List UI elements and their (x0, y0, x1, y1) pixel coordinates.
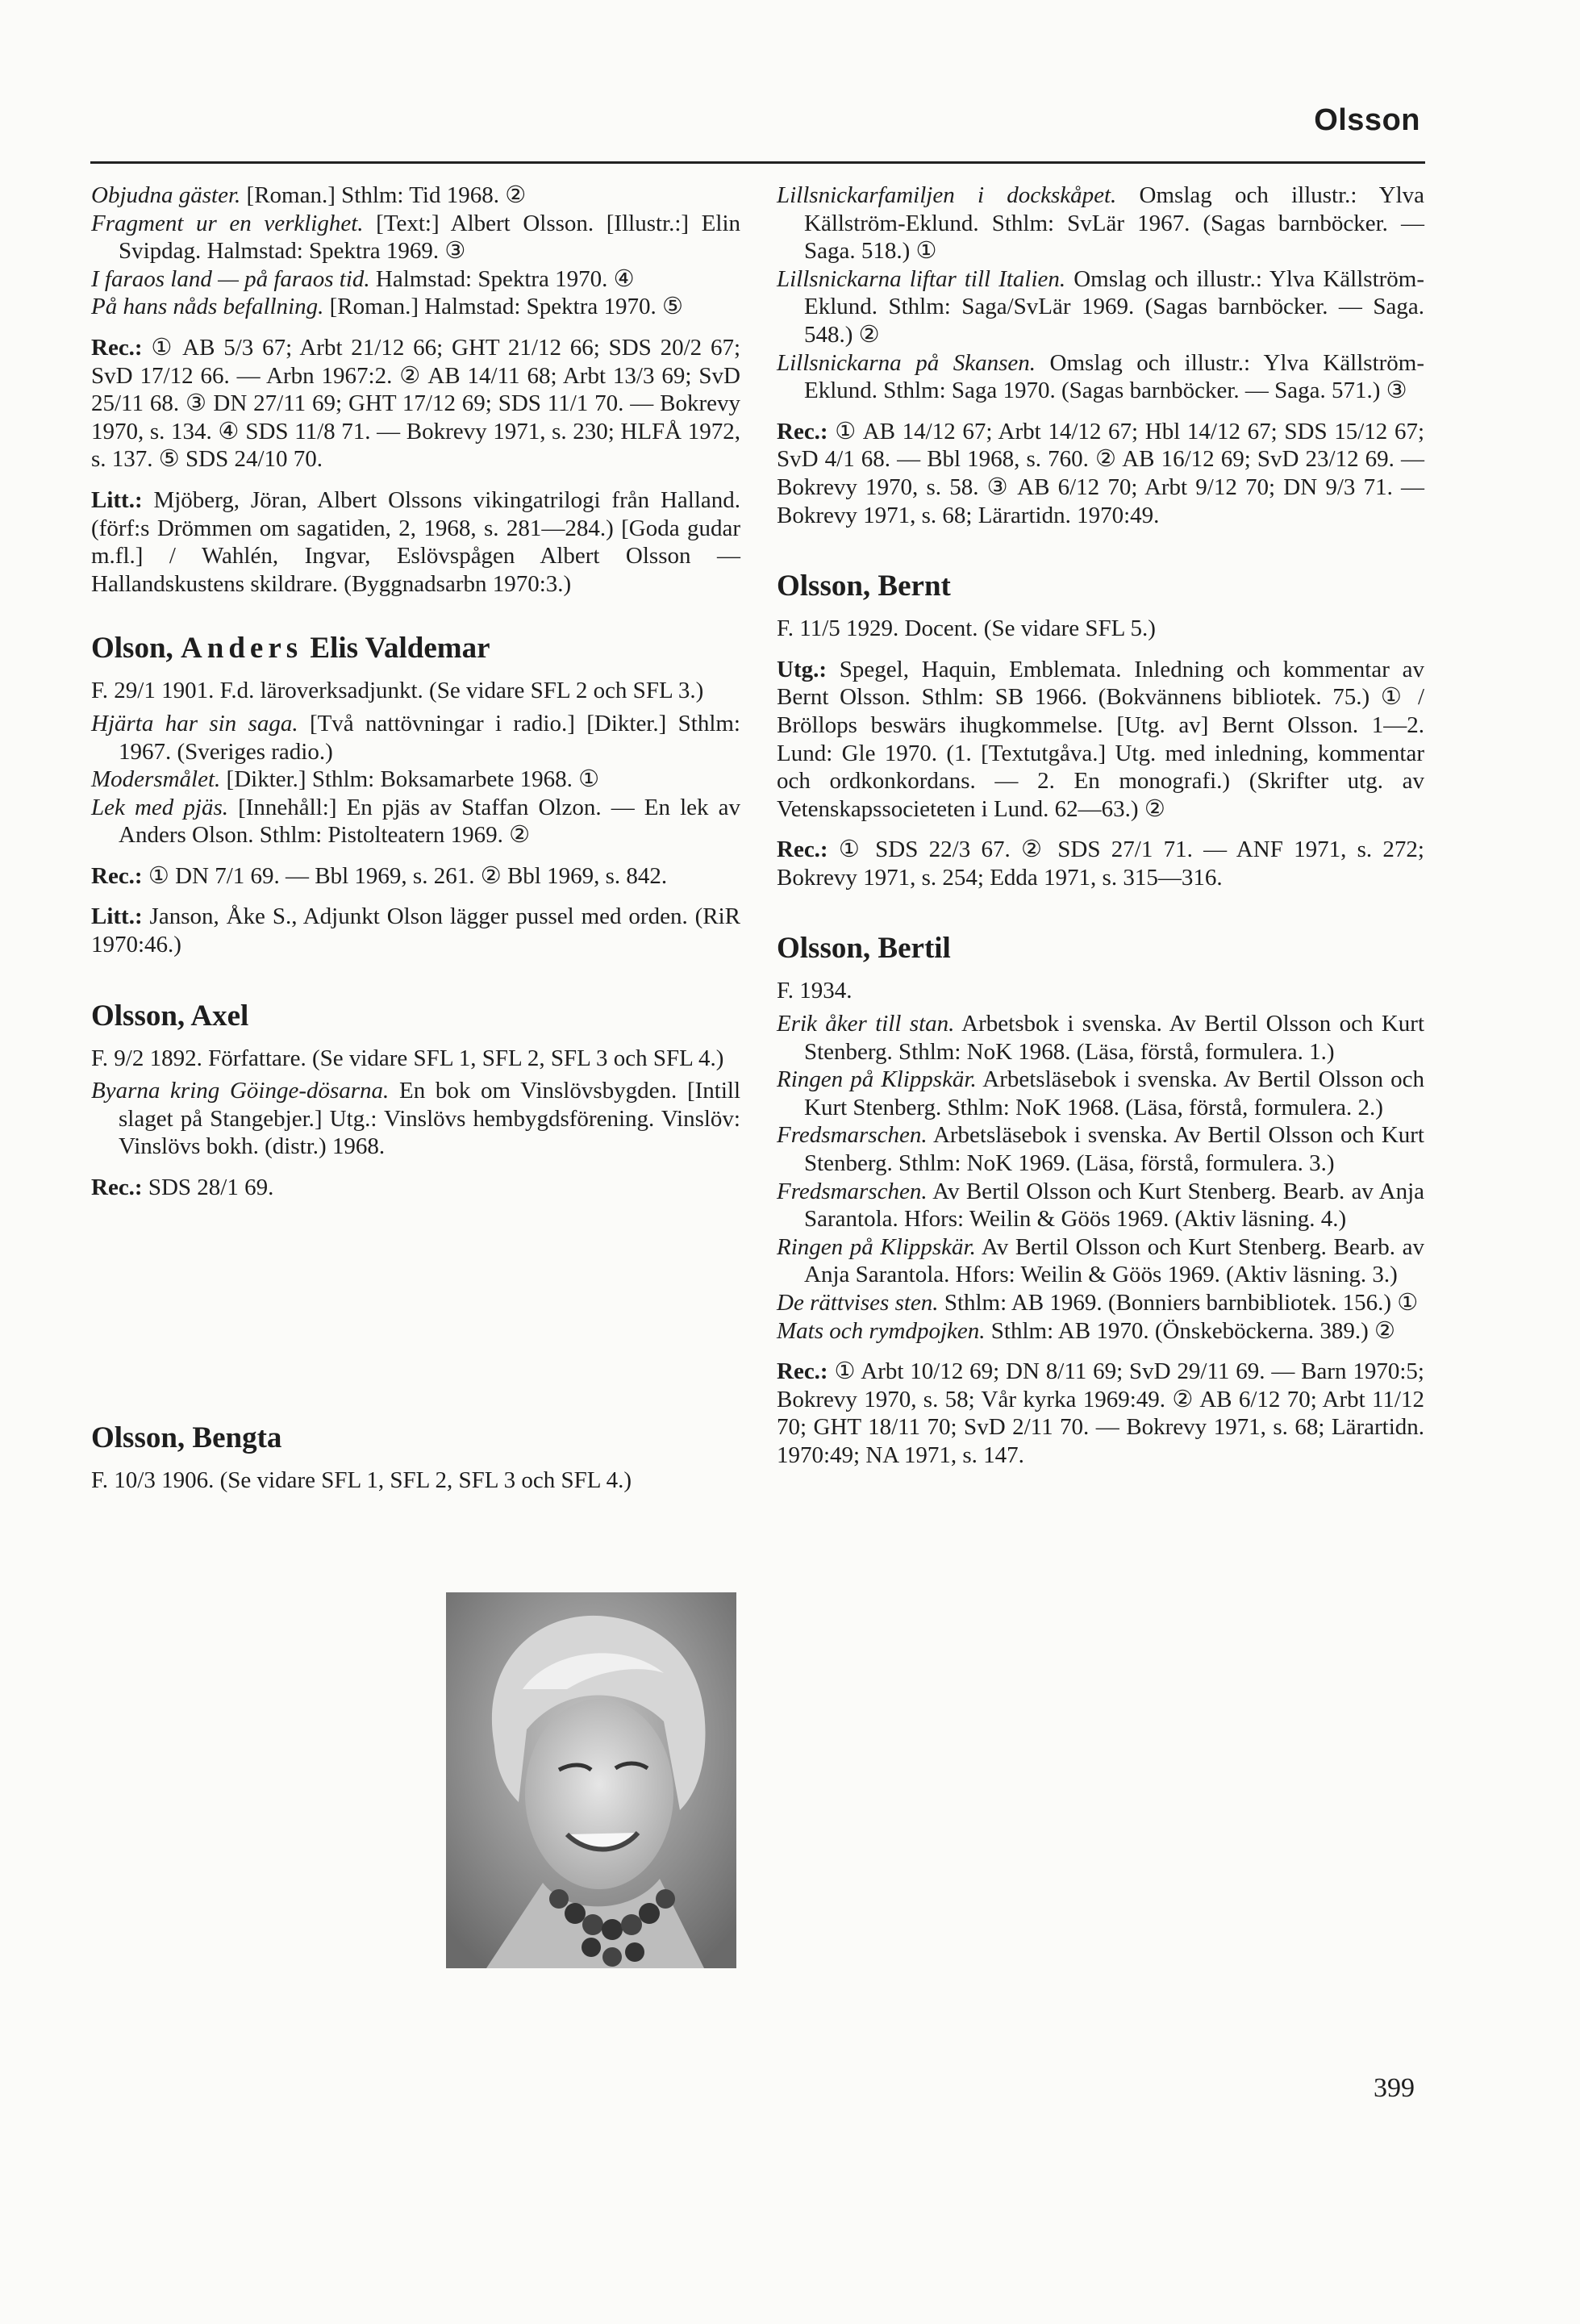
header-rule (90, 161, 1425, 164)
work-details: Arbetsbok i svenska. Av Bertil Olsson och Kurt Stenberg. Sthlm: NoK 1968. (Läsa, förstå, formulera. 1.) (804, 1011, 1425, 1065)
bibliography-entry (777, 1178, 1424, 1233)
editions-label: Utg.: (777, 656, 828, 682)
bibliography-entry (777, 1066, 1424, 1121)
reviews-text: ① DN 7/1 69. — Bbl 1969, s. 261. ② Bbl 1969, s. 842. (148, 862, 668, 889)
work-title: Objudna gäster. (91, 182, 241, 208)
work-details: [Dikter.] Sthlm: Boksamarbete 1968. ① (226, 766, 600, 793)
reviews-text: ① AB 5/3 67; Arbt 21/12 66; GHT 21/12 66; SDS 20/2 67; SvD 17/12 66. — Arbn 1967:2. ② AB 14/11 68; Arbt 13/3 69; SvD 25/11 68. ③ DN 27/11 69; GHT 17/12 69; SDS 11/1 70. — Bokrevy 1970, s. 134. ④ SDS 11/8 71. — Bokrevy 1971, s. 230; HLFÅ 1972, s. 137. ⑤ SDS 24/10 70. (91, 334, 741, 473)
work-details: Sthlm: AB 1969. (Bonniers barnbibliotek. 156.) ① (944, 1290, 1419, 1316)
work-details: Av Bertil Olsson och Kurt Stenberg. Bearb. av Anja Sarantola. Hfors: Weilin & Göös 1969. (Aktiv läsning. 4.) (804, 1178, 1424, 1233)
work-title: Hjärta har sin saga. (91, 710, 298, 736)
author-biography: F. 11/5 1929. Docent. (Se vidare SFL 5.) (777, 615, 1156, 642)
running-head: Olsson (1314, 103, 1420, 137)
bibliography-entry (777, 1317, 1424, 1346)
photo-spacer (91, 1202, 740, 1381)
work-details: Halmstad: Spektra 1970. ④ (375, 265, 635, 292)
bibliography-entry (91, 265, 740, 294)
work-title: Byarna kring Göinge-dösarna. (91, 1078, 390, 1104)
author-heading-bengta-olsson: Olsson, Bengta (91, 1421, 282, 1454)
reviews-block (777, 836, 1424, 891)
reviews-block (91, 862, 740, 891)
work-title: Modersmålet. (91, 766, 221, 793)
bibliography-entry (91, 1077, 740, 1161)
reviews-text: ① SDS 22/3 67. ② SDS 27/1 71. — ANF 1971, s. 272; Bokrevy 1971, s. 254; Edda 1971, s. 315—316. (777, 837, 1424, 891)
reviews-label: Rec.: (91, 334, 143, 361)
work-details: [Innehåll:] En pjäs av Staffan Olzon. — En lek av Anders Olson. Sthlm: Pistolteatern 1969. ② (119, 794, 741, 849)
work-details: [Två nattövningar i radio.] [Dikter.] Sthlm: 1967. (Sveriges radio.) (119, 710, 740, 765)
literature-text: Janson, Åke S., Adjunkt Olson lägger pussel med orden. (RiR 1970:46.) (91, 903, 741, 958)
reviews-label: Rec.: (777, 837, 828, 863)
author-heading-anders-olson (91, 632, 740, 665)
bibliography-entry (91, 710, 740, 766)
bibliography-entry (777, 181, 1424, 265)
work-details: [Roman.] Sthlm: Tid 1968. ② (246, 182, 527, 208)
bibliography-entry (777, 1233, 1424, 1289)
literature-block (91, 903, 740, 958)
work-details: Omslag och illustr.: Ylva Källström-Eklund. Sthlm: SvLär 1967. (Sagas barnböcker. — Saga. 518.) ① (804, 182, 1424, 265)
bibliography-entry (777, 265, 1424, 349)
reviews-label: Rec.: (777, 1358, 828, 1385)
work-title: Lek med pjäs. (91, 794, 228, 820)
work-details: [Roman.] Halmstad: Spektra 1970. ⑤ (329, 294, 684, 320)
literature-label: Litt.: (91, 903, 143, 930)
work-title: Erik åker till stan. (777, 1011, 955, 1037)
work-title: De rättvises sten. (777, 1290, 939, 1316)
editions-text: Spegel, Haquin, Emblemata. Inledning och kommentar av Bernt Olsson. Sthlm: SB 1966. (Bokvännens bibliotek. 75.) ① / Bröllops beswärs ihugkommelse. [Utg. av] Bernt Olsson. 1—2. Lund: Gle 1970. (1. [Textutgåva.] Utg. med inledning, kommentar och ordkonkordans. — 2. En monografi.) (Skrifter utg. av Vetenskapssocieteten i Lund. 62—63.) ② (777, 656, 1424, 822)
author-portrait-photo (446, 1592, 736, 1968)
work-details: Omslag och illustr.: Ylva Källström-Eklund. Sthlm: Saga 1970. (Sagas barnböcker. — Saga. 571.) ③ (804, 349, 1425, 404)
work-title: I faraos land — på faraos tid. (91, 265, 370, 292)
work-title: Lillsnickarna på Skansen. (777, 349, 1036, 376)
reviews-block (91, 1174, 740, 1202)
bibliography-entry (777, 1010, 1424, 1066)
work-title: Fredsmarschen. (777, 1178, 928, 1204)
work-title: Fragment ur en verklighet. (91, 210, 364, 236)
bibliography-entry (777, 349, 1424, 405)
work-title: Ringen på Klippskär. (777, 1233, 976, 1260)
reviews-block (777, 418, 1424, 529)
work-details: En bok om Vinslövsbygden. [Intill slaget på Stangebjer.] Utg.: Vinslövs hembygdsförening. Vinslöv: Vinslövs bokh. (distr.) 1968. (119, 1078, 740, 1160)
work-details: Av Bertil Olsson och Kurt Stenberg. Bearb. av Anja Sarantola. Hfors: Weilin & Göös 1969. (Aktiv läsning. 3.) (804, 1233, 1424, 1288)
author-biography: F. 1934. (777, 978, 853, 1004)
work-details: Sthlm: AB 1970. (Önskeböckerna. 389.) ② (990, 1317, 1396, 1344)
author-biography: F. 10/3 1906. (Se vidare SFL 1, SFL 2, SFL 3 och SFL 4.) (91, 1467, 632, 1493)
reviews-block (777, 1358, 1424, 1469)
author-biography: F. 29/1 1901. F.d. läroverksadjunkt. (Se vidare SFL 2 och SFL 3.) (91, 678, 704, 704)
author-biography: F. 9/2 1892. Författare. (Se vidare SFL 1, SFL 2, SFL 3 och SFL 4.) (91, 1045, 724, 1071)
bibliography-entry (777, 1289, 1424, 1317)
work-details: Arbetsläsebok i svenska. Av Bertil Olsson och Kurt Stenberg. Sthlm: NoK 1969. (Läsa, förstå, formulera. 3.) (804, 1122, 1424, 1177)
work-title: På hans nåds befallning. (91, 294, 324, 320)
bibliography-entry (777, 1121, 1424, 1177)
work-details: Omslag och illustr.: Ylva Källström-Eklund. Sthlm: Saga/SvLär 1969. (Sagas barnböcker. — Saga. 548.) ② (804, 265, 1424, 348)
reviews-text: SDS 28/1 69. (148, 1175, 274, 1201)
work-details: [Text:] Albert Olsson. [Illustr.:] Elin Svipdag. Halmstad: Spektra 1969. ③ (119, 210, 740, 265)
reviews-label: Rec.: (91, 1175, 143, 1201)
work-title: Ringen på Klippskär. (777, 1066, 977, 1093)
reviews-block (91, 334, 740, 474)
author-surname: Olson, (91, 632, 173, 665)
reviews-text: ① AB 14/12 67; Arbt 14/12 67; Hbl 14/12 67; SDS 15/12 67; SvD 4/1 68. — Bbl 1968, s. 760. ② AB 16/12 69; SvD 23/12 69. — Bokrevy 1970, s. 58. ③ AB 6/12 70; Arbt 9/12 70; DN 9/3 71. — Bokrevy 1971, s. 68; Lärartidn. 1970:49. (777, 418, 1425, 528)
author-given-name: Anders (181, 632, 303, 665)
author-heading-axel-olsson: Olsson, Axel (91, 999, 249, 1033)
bibliography-entry (91, 293, 740, 321)
reviews-label: Rec.: (777, 418, 828, 444)
portrait-illustration (446, 1592, 736, 1968)
author-heading-bertil-olsson: Olsson, Bertil (777, 932, 951, 966)
work-title: Lillsnickarfamiljen i dockskåpet. (777, 182, 1117, 208)
bibliography-entry (91, 181, 740, 210)
reviews-label: Rec.: (91, 862, 143, 889)
bibliography-entry (91, 794, 740, 849)
work-title: Lillsnickarna liftar till Italien. (777, 265, 1066, 292)
author-other-names: Elis Valdemar (310, 632, 490, 665)
work-details: Arbetsläsebok i svenska. Av Bertil Olsson och Kurt Stenberg. Sthlm: NoK 1968. (Läsa, förstå, formulera. 2.) (804, 1066, 1424, 1120)
reviews-text: ① Arbt 10/12 69; DN 8/11 69; SvD 29/11 69. — Barn 1970:5; Bokrevy 1970, s. 58; Vår kyrka 1969:49. ② AB 6/12 70; Arbt 11/12 70; GHT 18/11 70; SvD 2/11 70. — Bokrevy 1971, s. 68; Lärartidn. 1970:49; NA 1971, s. 147. (777, 1358, 1424, 1468)
bibliography-entry (91, 766, 740, 794)
bibliography-entry (91, 210, 740, 265)
left-column (91, 181, 740, 1499)
page-number: 399 (1374, 2073, 1415, 2103)
editions-block (777, 656, 1424, 824)
author-heading-bernt-olsson: Olsson, Bernt (777, 570, 951, 603)
right-column (777, 181, 1424, 1470)
literature-block (91, 486, 740, 598)
literature-text: Mjöberg, Jöran, Albert Olssons vikingatrilogi från Halland. (förf:s Drömmen om sagatiden, 2, 1968, s. 281—284.) [Goda gudar m.fl.] / Wahlén, Ingvar, Eslövspågen Albert Olsson — Hallandskustens skildrare. (Byggnadsarbn 1970:3.) (91, 486, 740, 597)
work-title: Fredsmarschen. (777, 1122, 928, 1149)
literature-label: Litt.: (91, 486, 143, 513)
work-title: Mats och rymdpojken. (777, 1317, 986, 1344)
